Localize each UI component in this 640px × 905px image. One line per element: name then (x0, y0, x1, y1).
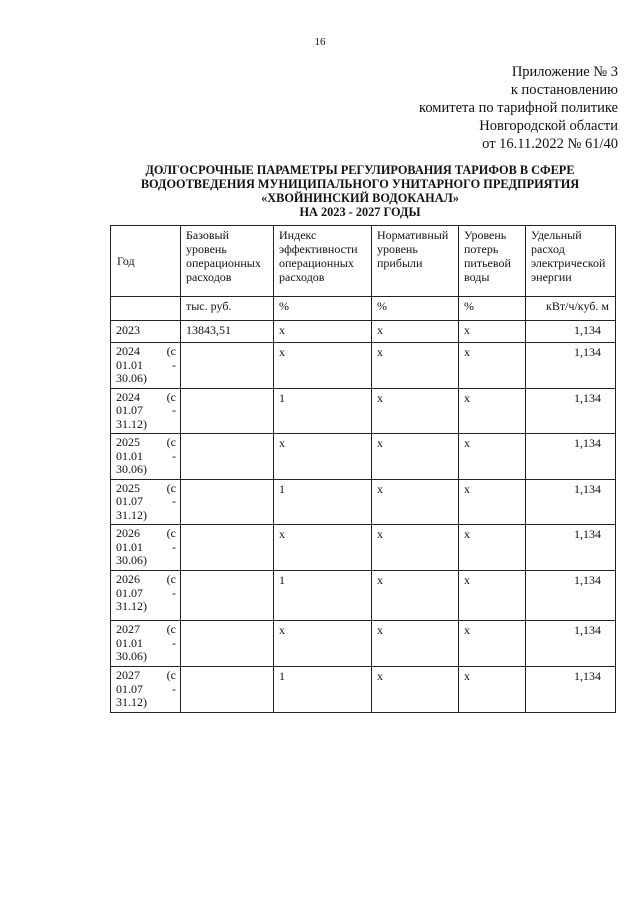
cell-energy: 1,134 (526, 479, 616, 525)
appendix-line: Новгородской области (479, 118, 618, 134)
year-value: 2026 (116, 572, 140, 586)
cell-year (111, 434, 181, 480)
year-value: 2025 (116, 480, 140, 495)
period-dash: - (172, 357, 176, 372)
cell-year (111, 388, 181, 434)
cell-efficiency-index: 1 (274, 479, 372, 525)
cell-profit-level: x (372, 388, 459, 434)
header-year: Год (111, 226, 181, 297)
header-row (111, 226, 616, 297)
cell-profit-level: x (372, 621, 459, 667)
unit-year (111, 297, 181, 321)
table-row (111, 321, 616, 343)
cell-base-cost (181, 525, 274, 571)
table-row (111, 343, 616, 389)
period-start: 01.01 (116, 448, 143, 463)
period-end: 30.06) (116, 462, 147, 476)
cell-base-cost (181, 434, 274, 480)
document-title (110, 163, 610, 219)
cell-efficiency-index: x (274, 525, 372, 571)
header-base-cost: Базовый уровень операционных расходов (181, 226, 274, 297)
cell-efficiency-index: 1 (274, 388, 372, 434)
cell-base-cost (181, 479, 274, 525)
cell-year: 2023 (111, 321, 181, 343)
period-dash: - (172, 539, 176, 554)
period-end: 31.12) (116, 507, 147, 522)
header-water-losses: Уровень потерь питьевой воды (459, 226, 526, 297)
appendix-line: от 16.11.2022 № 61/40 (482, 136, 618, 152)
unit-profit-level: % (372, 297, 459, 321)
cell-efficiency-index: x (274, 434, 372, 480)
cell-base-cost (181, 388, 274, 434)
period-start: 01.07 (116, 681, 143, 696)
cell-profit-level: x (372, 525, 459, 571)
period-end: 31.12) (116, 416, 147, 431)
year-value: 2027 (116, 668, 140, 682)
appendix-reference (419, 63, 618, 153)
cell-water-losses: x (459, 321, 526, 343)
header-energy: Удельный расход электрической энергии (526, 226, 616, 297)
cell-base-cost (181, 621, 274, 667)
period-open: (с (166, 526, 176, 540)
year-value: 2027 (116, 622, 140, 636)
page-number: 16 (314, 36, 326, 48)
table-row (111, 571, 616, 621)
period-dash: - (172, 635, 176, 650)
cell-year (111, 571, 181, 621)
period-dash: - (172, 681, 176, 696)
header-profit-level: Нормативный уровень прибыли (372, 226, 459, 297)
cell-base-cost (181, 667, 274, 713)
appendix-line: комитета по тарифной политике (419, 100, 618, 116)
appendix-line: к постановлению (510, 82, 618, 98)
cell-profit-level: x (372, 321, 459, 343)
period-start: 01.07 (116, 585, 143, 600)
period-open: (с (166, 344, 176, 358)
appendix-line: Приложение № 3 (511, 64, 618, 80)
title-line: ВОДООТВЕДЕНИЯ МУНИЦИПАЛЬНОГО УНИТАРНОГО ПРЕДПРИЯТИЯ (140, 177, 580, 191)
period-dash: - (172, 448, 176, 463)
period-end: 30.06) (116, 553, 147, 567)
title-line: НА 2023 - 2027 ГОДЫ (299, 205, 421, 219)
cell-water-losses: x (459, 434, 526, 480)
cell-profit-level: x (372, 479, 459, 525)
cell-efficiency-index: 1 (274, 571, 372, 621)
cell-efficiency-index: x (274, 343, 372, 389)
cell-year (111, 343, 181, 389)
table-row (111, 434, 616, 480)
cell-base-cost: 13843,51 (181, 321, 274, 343)
cell-year (111, 479, 181, 525)
cell-water-losses: x (459, 388, 526, 434)
cell-year (111, 667, 181, 713)
table-body (111, 321, 616, 713)
cell-water-losses: x (459, 621, 526, 667)
cell-energy: 1,134 (526, 621, 616, 667)
unit-base-cost: тыс. руб. (181, 297, 274, 321)
regulation-parameters-table (110, 225, 616, 713)
period-start: 01.07 (116, 403, 143, 417)
cell-profit-level: x (372, 434, 459, 480)
period-open: (с (166, 480, 176, 495)
cell-energy: 1,134 (526, 571, 616, 621)
title-line: «ХВОЙНИНСКИЙ ВОДОКАНАЛ» (261, 191, 459, 205)
cell-energy: 1,134 (526, 343, 616, 389)
period-dash: - (172, 494, 176, 508)
period-start: 01.01 (116, 539, 143, 554)
cell-water-losses: x (459, 571, 526, 621)
cell-energy: 1,134 (526, 525, 616, 571)
cell-water-losses: x (459, 525, 526, 571)
period-end: 31.12) (116, 695, 147, 709)
table-row (111, 667, 616, 713)
cell-energy: 1,134 (526, 667, 616, 713)
period-open: (с (166, 572, 176, 586)
period-open: (с (166, 622, 176, 636)
units-row (111, 297, 616, 321)
cell-water-losses: x (459, 667, 526, 713)
period-dash: - (172, 403, 176, 417)
cell-base-cost (181, 343, 274, 389)
period-start: 01.07 (116, 494, 143, 508)
period-end: 30.06) (116, 649, 147, 663)
unit-efficiency-index: % (274, 297, 372, 321)
cell-water-losses: x (459, 343, 526, 389)
unit-energy: кВт/ч/куб. м (526, 297, 616, 321)
year-value: 2024 (116, 344, 140, 358)
cell-efficiency-index: x (274, 621, 372, 667)
cell-profit-level: x (372, 343, 459, 389)
header-efficiency-index: Индекс эффективности операционных расходов (274, 226, 372, 297)
table-row (111, 479, 616, 525)
cell-energy: 1,134 (526, 321, 616, 343)
cell-base-cost (181, 571, 274, 621)
unit-water-losses: % (459, 297, 526, 321)
cell-efficiency-index: 1 (274, 667, 372, 713)
period-end: 31.12) (116, 599, 147, 613)
cell-energy: 1,134 (526, 388, 616, 434)
title-line: ДОЛГОСРОЧНЫЕ ПАРАМЕТРЫ РЕГУЛИРОВАНИЯ ТАРИФОВ В СФЕРЕ (145, 163, 575, 177)
period-open: (с (166, 668, 176, 682)
period-start: 01.01 (116, 635, 143, 650)
cell-energy: 1,134 (526, 434, 616, 480)
cell-water-losses: x (459, 479, 526, 525)
table-row (111, 525, 616, 571)
table-row (111, 621, 616, 667)
period-dash: - (172, 585, 176, 600)
cell-profit-level: x (372, 667, 459, 713)
year-value: 2026 (116, 526, 140, 540)
cell-year (111, 525, 181, 571)
period-end: 30.06) (116, 371, 147, 385)
period-open: (с (166, 389, 176, 404)
cell-profit-level: x (372, 571, 459, 621)
period-start: 01.01 (116, 357, 143, 372)
cell-efficiency-index: x (274, 321, 372, 343)
cell-year (111, 621, 181, 667)
table-row (111, 388, 616, 434)
year-value: 2025 (116, 435, 140, 449)
period-open: (с (166, 435, 176, 449)
year-value: 2024 (116, 389, 140, 404)
